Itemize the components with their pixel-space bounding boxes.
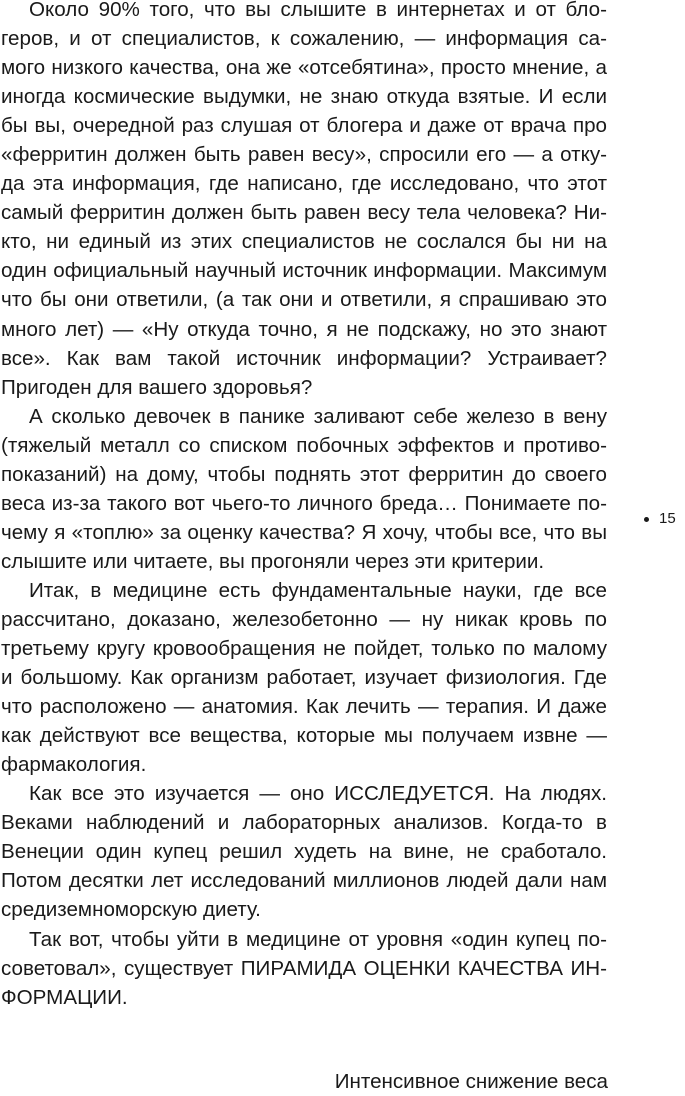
paragraph-2: А сколько девочек в панике заливают себе железо в вену (тяжелый металл со списком побочных эффектов и противопоказаний) на дому, чтобы поднять этот ферритин до своего веса из-за такого вот чьего-то личного бреда… Понимаете почему я «топлю» за оценку качества? Я хочу, чтобы все, что вы слышите или читаете, вы прогоняли через эти критерии.	[1, 404, 607, 573]
page-number: 15	[659, 510, 676, 527]
paragraph-1: Около 90% того, что вы слышите в интернетах и от блогеров, и от специалистов, к сожалению, — информация самого низкого качества, она же «отсебятина», просто мнение, а иногда космические выдумки, не знаю откуда взятые. И если бы вы, очередной раз слушая от блогера и даже от врача про «ферритин должен быть равен весу», спросили его — а откуда эта информация, где написано, где исследовано, что этот самый ферритин должен быть равен весу тела человека? Никто, ни единый из этих специалистов не сослался бы ни на один официальный научный источник информации. Максимум что бы они ответили, (а так они и ответили, я спрашиваю это много лет) — «Ну откуда точно, я не подскажу, но это знают все». Как вам такой источник информации? Устраивает? Пригоден для вашего здоровья?	[1, 0, 607, 399]
main-text	[1, 0, 607, 1012]
paragraph-3: Итак, в медицине есть фундаментальные науки, где все рассчитано, доказано, железобетонно — ну никак кровь по третьему кругу кровообращения не пойдет, только по малому и большому. Как организм работает, изучает физиология. Где что расположено — анатомия. Как лечить — терапия. И даже как действуют все вещества, которые мы получаем извне — фармакология.	[1, 578, 607, 777]
running-footer: Интенсивное снижение веса	[334, 1070, 608, 1093]
page-number-marker	[644, 509, 676, 529]
bullet-icon	[644, 517, 649, 522]
paragraph-4: Как все это изучается — оно ИССЛЕДУЕТСЯ. На людях. Веками наблюдений и лабораторных анализов. Когда-то в Венеции один купец решил худеть на вине, не сработало. Потом десятки лет исследований миллионов людей дали нам средиземноморскую диету.	[1, 782, 607, 922]
paragraph-5: Так вот, чтобы уйти в медицине от уровня «один купец посоветовал», существует ПИРАМИДА ОЦЕНКИ КАЧЕСТВА ИНФОРМАЦИИ.	[1, 927, 607, 1009]
